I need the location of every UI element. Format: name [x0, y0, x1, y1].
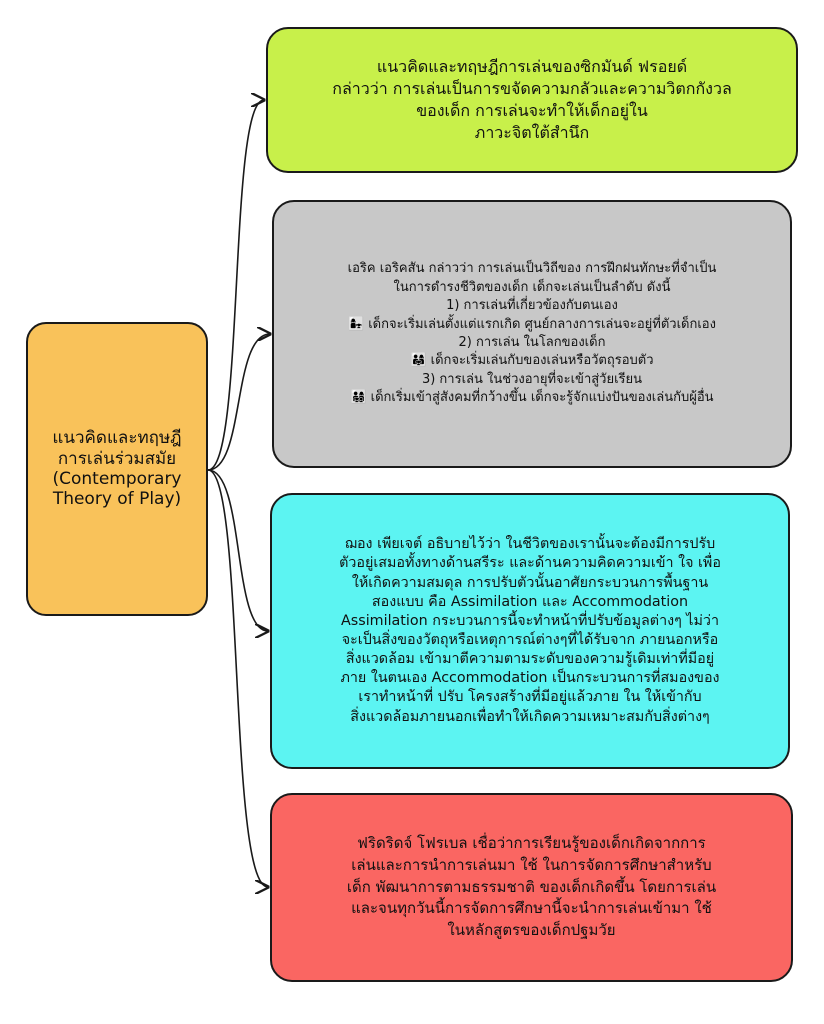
connector-to-erikson	[208, 334, 270, 470]
froebel-line: ในหลักสูตรของเด็กปฐมวัย	[447, 921, 616, 940]
piaget-line: สิ่งแวดล้อม เข้ามาตีความตามระดับของความรู้เดิมเท่าที่มีอยู่	[345, 651, 715, 668]
mother-child-emoji-icon: 👩‍👧	[348, 316, 365, 332]
connector-to-piaget	[208, 470, 268, 631]
piaget-node	[270, 493, 790, 769]
erikson-node	[272, 200, 792, 468]
froebel-line: และจนทุกวันนี้การจัดการศึกษานี้จะนำการเล่นเข้ามา ใช้	[351, 899, 712, 918]
piaget-line: ให้เกิดความสมดุล การปรับตัวนั้นอาศัยกระบวนการพื้นฐาน	[351, 574, 709, 591]
piaget-line: สองแบบ คือ Assimilation และ Accommodation	[371, 593, 689, 610]
root-node	[26, 322, 208, 616]
erikson-line: เด็กจะเริ่มเล่นกับของเล่นหรือวัตถุรอบตัว	[430, 353, 654, 369]
erikson-line: ในการดำรงชีวิตของเด็ก เด็กจะเล่นเป็นลำดับ ดังนี้	[393, 279, 671, 295]
piaget-line: สิ่งแวดล้อมภายนอกเพื่อทำให้เกิดความเหมาะสมกับสิ่งต่างๆ	[350, 708, 710, 725]
piaget-line: ภาย ในตนเอง Accommodation เป็นกระบวนการที่สมองของ	[340, 670, 720, 687]
froebel-node	[270, 793, 793, 982]
root-line: การเล่นร่วมสมัย	[57, 448, 177, 469]
freud-node	[266, 27, 798, 173]
erikson-line: 3) การเล่น ในช่วงอายุที่จะเข้าสู่วัยเรียน	[421, 371, 643, 387]
piaget-line: เราทำหน้าที่ ปรับ โครงสร้างที่มีอยู่แล้วภาย ใน ให้เข้ากับ	[358, 689, 702, 706]
froebel-line: ฟริดริดจ์ โฟรเบล เชื่อว่าการเรียนรู้ของเด็กเกิดจากการ	[357, 834, 706, 853]
piaget-line: ฌอง เพียเจต์ อธิบายไว้ว่า ในชีวิตของเรานั้นจะต้องมีการปรับ	[344, 536, 716, 553]
erikson-line: เอริค เอริคสัน กล่าวว่า การเล่นเป็นวิถีของ การฝึกฝนทักษะที่จำเป็น	[347, 261, 717, 277]
freud-line: แนวคิดและทฤษฎีการเล่นของซิกมันด์ ฟรอยด์	[376, 56, 688, 76]
freud-line: กล่าวว่า การเล่นเป็นการขจัดความกลัวและความวิตกกังวล	[332, 78, 732, 98]
connector-to-froebel	[208, 470, 268, 887]
root-line: (Contemporary	[52, 469, 182, 489]
erikson-stage-1	[348, 316, 716, 334]
root-line: Theory of Play)	[52, 489, 182, 510]
erikson-stage-2	[410, 352, 653, 370]
family-emoji-icon: 👨‍👩‍👧	[410, 353, 427, 369]
froebel-line: เล่นและการนำการเล่นมา ใช้ ในการจัดการศึกษาสำหรับ	[351, 855, 712, 874]
erikson-line: เด็กจะเริ่มเล่นตั้งแต่แรกเกิด ศูนย์กลางการเล่นจะอยู่ที่ตัวเด็กเอง	[368, 316, 716, 332]
piaget-line: Assimilation กระบวนการนี้จะทำหน้าที่ปรับข้อมูลต่างๆ ไม่ว่า	[341, 612, 719, 629]
froebel-line: เด็ก พัฒนาการตามธรรมชาติ ของเด็กเกิดขึ้น โดยการเล่น	[346, 877, 717, 896]
family-group-emoji-icon: 👨‍👩‍👧‍👦	[350, 390, 367, 406]
piaget-line: ตัวอยู่เสมอทั้งทางด้านสรีระ และด้านความคิดความเข้า ใจ เพื่อ	[339, 555, 721, 572]
piaget-line: จะเป็นสิ่งของวัตถุหรือเหตุการณ์ต่างๆที่ได้รับจาก ภายนอกหรือ	[341, 632, 719, 648]
root-line: แนวคิดและทฤษฎี	[52, 428, 182, 449]
erikson-line: 2) การเล่น ในโลกของเด็ก	[458, 335, 606, 350]
erikson-line: เด็กเริ่มเข้าสู่สังคมที่กว้างขึ้น เด็กจะรู้จักแบ่งปันของเล่นกับผู้อื่น	[370, 390, 714, 406]
freud-line: ภาวะจิตใต้สำนึก	[474, 123, 590, 143]
freud-line: ของเด็ก การเล่นจะทำให้เด็กอยู่ใน	[416, 101, 648, 120]
erikson-line: 1) การเล่นที่เกี่ยวข้องกับตนเอง	[446, 298, 618, 314]
erikson-stage-3	[350, 389, 713, 407]
